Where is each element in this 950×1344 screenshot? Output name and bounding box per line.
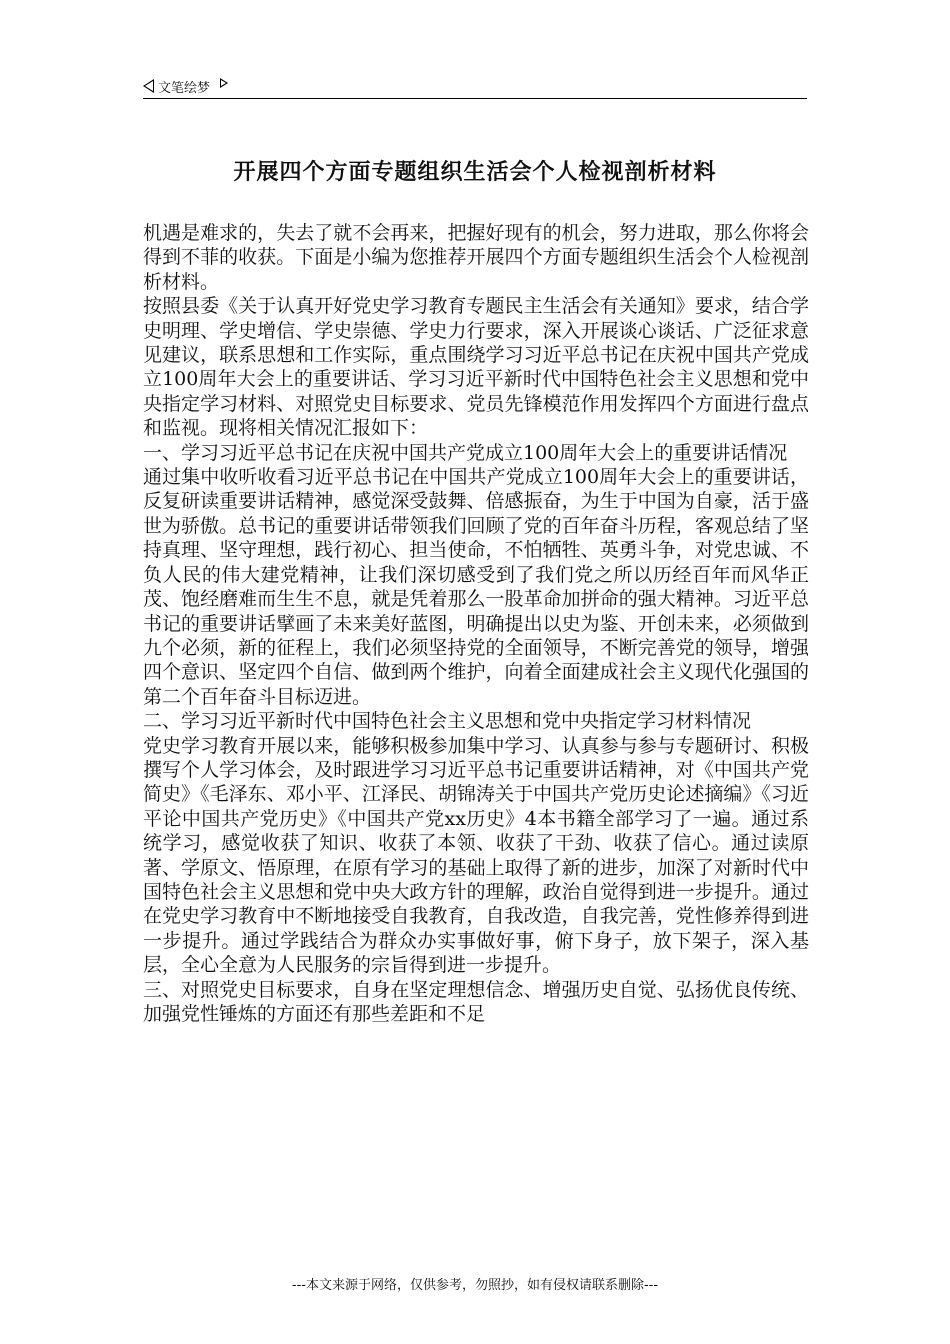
triangle-right-icon <box>220 78 228 88</box>
header-brand: 文笔绘梦 <box>158 80 211 96</box>
document-title: 开展四个方面专题组织生活会个人检视剖析材料 <box>233 159 717 185</box>
section-heading-2: 二、学习习近平新时代中国特色社会主义思想和党中央指定学习材料情况 <box>143 710 752 733</box>
paragraph-section-2: 党史学习教育开展以来，能够积极参加集中学习、认真参与参与专题研讨、积极撰写个人学习体会，及时跟进学习习近平总书记重要讲话精神，对《中国共产党简史》《毛泽东、邓小平、江泽民、胡锦涛关于中国共产党历史论述摘编》《习近平论中国共产党历史》《中国共产党xx历史》4本书籍全部学习了一遍。通过系统学习，感觉收获了知识、收获了本领、收获了干劲、收获了信心。通过读原著、学原文、悟原理，在原有学习的基础上取得了新的进步，加深了对新时代中国特色社会主义思想和党中央大政方针的理解，政治自觉得到进一步提升。通过在党史学习教育中不断地接受自我教育，自我改造，自我完善，党性修养得到进一步提升。通过学践结合为群众办实事做好事，俯下身子，放下架子，深入基层，全心全意为人民服务的宗旨得到进一步提升。 <box>143 734 809 977</box>
triangle-left-icon <box>143 79 154 93</box>
paragraph-intro: 机遇是难求的，失去了就不会再来，把握好现有的机会，努力进取，那么你将会得到不菲的收获。下面是小编为您推荐开展四个方面专题组织生活会个人检视剖析材料。 <box>143 222 809 293</box>
footer-notice: ---本文来源于网络，仅供参考，勿照抄，如有侵权请联系删除--- <box>291 1278 659 1293</box>
section-heading-3: 三、对照党史目标要求，自身在坚定理想信念、增强历史自觉、弘扬优良传统、加强党性锤炼的方面还有那些差距和不足 <box>143 978 809 1025</box>
document-body <box>143 221 809 1026</box>
section-heading-1: 一、学习习近平总书记在庆祝中国共产党成立100周年大会上的重要讲话情况 <box>143 441 788 464</box>
page-header <box>143 74 807 99</box>
paragraph-overview: 按照县委《关于认真开好党史学习教育专题民主生活会有关通知》要求，结合学史明理、学史增信、学史崇德、学史力行要求，深入开展谈心谈话、广泛征求意见建议，联系思想和工作实际，重点围绕学习习近平总书记在庆祝中国共产党成立100周年大会上的重要讲话、学习习近平新时代中国特色社会主义思想和党中央指定学习材料、对照党史目标要求、党员先锋模范作用发挥四个方面进行盘点和监视。现将相关情况汇报如下： <box>143 295 809 440</box>
paragraph-section-1: 通过集中收听收看习近平总书记在中国共产党成立100周年大会上的重要讲话，反复研读重要讲话精神，感觉深受鼓舞、倍感振奋，为生于中国为自豪，活于盛世为骄傲。总书记的重要讲话带领我们回顾了党的百年奋斗历程，客观总结了坚持真理、坚守理想，践行初心、担当使命，不怕牺牲、英勇斗争，对党忠诚、不负人民的伟大建党精神，让我们深切感受到了我们党之所以历经百年而风华正茂、饱经磨难而生生不息，就是凭着那么一股革命加拼命的强大精神。习近平总书记的重要讲话擘画了未来美好蓝图，明确提出以史为鉴、开创未来，必须做到九个必须，新的征程上，我们必须坚持党的全面领导，不断完善党的领导，增强四个意识、坚定四个自信、做到两个维护，向着全面建成社会主义现代化强国的第二个百年奋斗目标迈进。 <box>143 466 809 708</box>
